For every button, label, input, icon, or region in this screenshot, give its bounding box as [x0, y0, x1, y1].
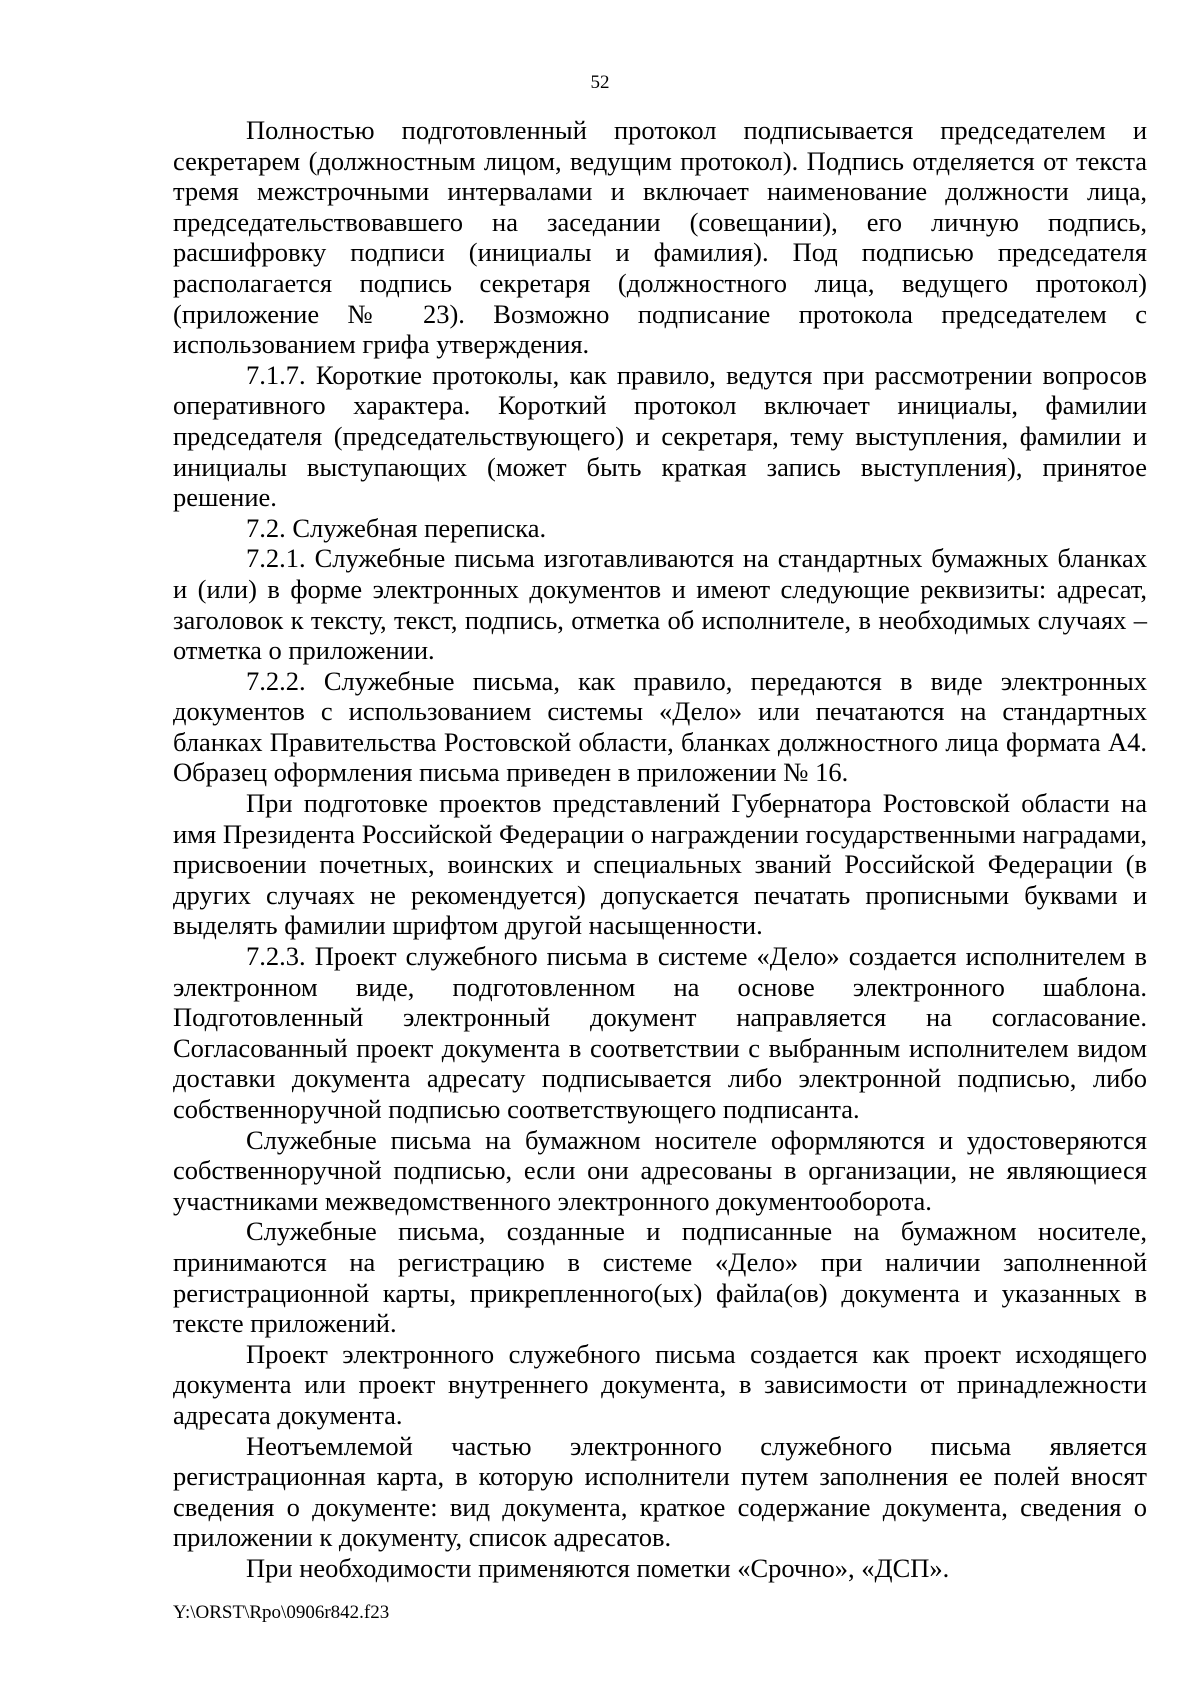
paragraph-7-1-7: 7.1.7. Короткие протоколы, как правило, ведутся при рассмотрении вопросов оперативного характера. Короткий протокол включает инициалы, фамилии председателя (председательствующего) и секретаря, тему выступления, фамилии и инициалы выступающих (может быть краткая запись выступления), принятое решение. — [173, 359, 1147, 513]
paragraph-registration-card: Неотъемлемой частью электронного служебного письма является регистрационная карта, в которую исполнители путем заполнения ее полей вносят сведения о документе: вид документа, краткое содержание документа, сведения о приложении к документу, список адресатов. — [173, 1430, 1147, 1553]
paragraph-protocol-signing: Полностью подготовленный протокол подписывается председателем и секретарем (должностным лицом, ведущим протокол). Подпись отделяется от текста тремя межстрочными интервалами и включает наименование должности лица, председательствовавшего на заседании (совещании), его личную подпись, расшифровку подписи (инициалы и фамилия). Под подписью председателя располагается подпись секретаря (должностного лица, ведущего протокол) (приложение № 23). Возможно подписание протокола председателем с использованием грифа утверждения. — [173, 115, 1147, 360]
section-heading-7-2: 7.2. Служебная переписка. — [246, 512, 547, 543]
paragraph-electronic-draft: Проект электронного служебного письма создается как проект исходящего документа или проект внутреннего документа, в зависимости от принадлежности адресата документа. — [173, 1338, 1147, 1430]
paragraph-7-2-3: 7.2.3. Проект служебного письма в системе «Дело» создается исполнителем в электронном виде, подготовленном на основе электронного шаблона. Подготовленный электронный документ направляется на согласование. Согласованный проект документа в соответствии с выбранным исполнителем видом доставки документа адресату подписывается либо электронной подписью, либо собственноручной подписью соответствующего подписанта. — [173, 941, 1147, 1124]
document-body — [173, 115, 1147, 1584]
paragraph-paper-registration: Служебные письма, созданные и подписанные на бумажном носителе, принимаются на регистрацию в системе «Дело» при наличии заполненной регистрационной карты, прикрепленного(ых) файла(ов) документа и указанных в тексте приложений. — [173, 1216, 1147, 1339]
footer-file-path: Y:\ORST\Rpo\0906r842.f23 — [173, 1602, 390, 1623]
paragraph-paper-letters: Служебные письма на бумажном носителе оформляются и удостоверяются собственноручной подписью, если они адресованы в организации, не являющиеся участниками межведомственного электронного документооборота. — [173, 1124, 1147, 1216]
paragraph-7-2-2: 7.2.2. Служебные письма, как правило, передаются в виде электронных документов с использованием системы «Дело» или печатаются на стандартных бланках Правительства Ростовской области, бланках должностного лица формата А4. Образец оформления письма приведен в приложении № 16. — [173, 665, 1147, 788]
paragraph-urgent-marks: При необходимости применяются пометки «Срочно», «ДСП». — [246, 1552, 950, 1583]
page-number: 52 — [590, 72, 610, 93]
paragraph-governor-submissions: При подготовке проектов представлений Губернатора Ростовской области на имя Президента Российской Федерации о награждении государственными наградами, присвоении почетных, воинских и специальных званий Российской Федерации (в других случаях не рекомендуется) допускается печатать прописными буквами и выделять фамилии шрифтом другой насыщенности. — [173, 788, 1147, 941]
paragraph-7-2-1: 7.2.1. Служебные письма изготавливаются на стандартных бумажных бланках и (или) в форме электронных документов и имеют следующие реквизиты: адресат, заголовок к тексту, текст, подпись, отметка об исполнителе, в необходимых случаях – отметка о приложении. — [173, 543, 1147, 666]
